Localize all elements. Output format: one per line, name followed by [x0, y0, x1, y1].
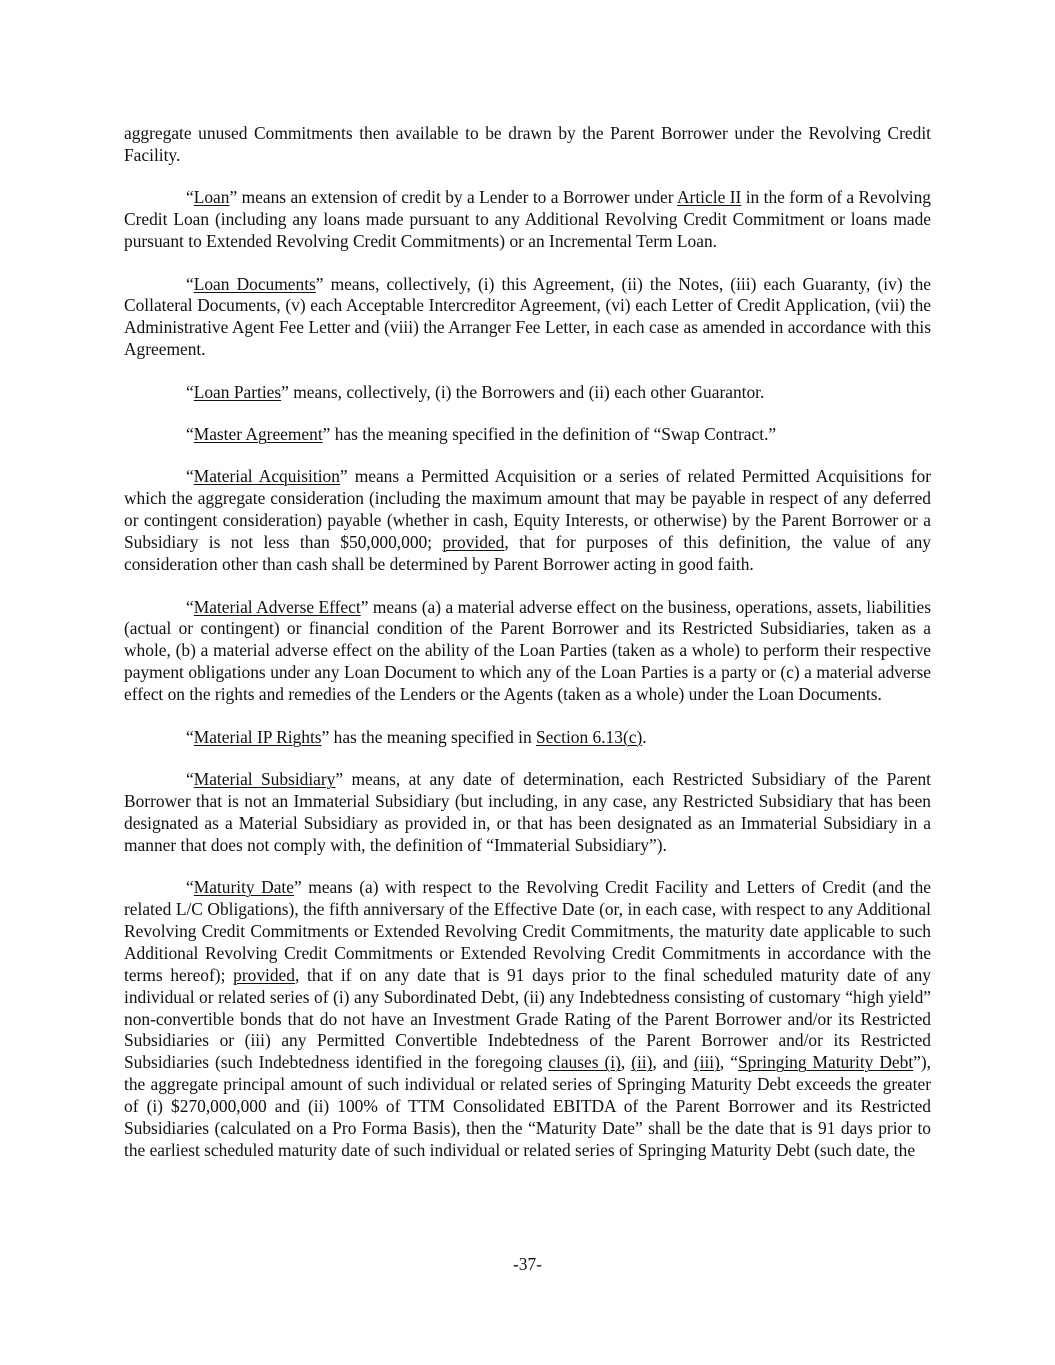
defined-term: Material Subsidiary [193, 768, 336, 789]
defined-term: Material IP Rights [193, 726, 322, 747]
definition-loan: “Loan” means an extension of credit by a Lender to a Borrower under Article II in the form of a Revolving Credit Loan (including any loans made pursuant to any Additional Revolving Credit Commitment or loans made pursuant to Extended Revolving Credit Commitments) or an Incremental Term Loan. [124, 187, 931, 252]
defined-term: Springing Maturity Debt [737, 1052, 914, 1073]
cross-reference: clauses (i) [548, 1052, 621, 1073]
proviso-term: provided [233, 964, 295, 985]
defined-term: Material Adverse Effect [193, 596, 361, 617]
defined-term: Loan [193, 187, 230, 208]
defined-term: Loan Documents [193, 273, 316, 294]
defined-term: Loan Parties [193, 381, 282, 402]
cross-reference: Section 6.13(c) [536, 726, 643, 747]
cross-reference: Article II [677, 187, 742, 208]
defined-term: Material Acquisition [193, 466, 340, 487]
paragraph-continuation: aggregate unused Commitments then available to be drawn by the Parent Borrower under the Revolving Credit Facility. [124, 123, 931, 165]
definition-master-agreement: “Master Agreement” has the meaning specified in the definition of “Swap Contract.” [186, 424, 777, 445]
definition-material-subsidiary: “Material Subsidiary” means, at any date of determination, each Restricted Subsidiary of the Parent Borrower that is not an Immaterial Subsidiary (but including, in any case, any Restricted Subsidiary that has been designated as a Material Subsidiary as provided in, or that has been designated as an Immaterial Subsidiary in a manner that does not comply with, the definition of “Immaterial Subsidiary”). [124, 768, 931, 855]
defined-term: Maturity Date [193, 877, 294, 898]
cross-reference: (ii) [631, 1052, 653, 1073]
definition-material-acquisition: “Material Acquisition” means a Permitted Acquisition or a series of related Permitted Acquisitions for which the aggregate consideration (including the maximum amount that may be payable in respect of any deferred or contingent consideration) payable (whether in cash, Equity Interests, or otherwise) by the Parent Borrower or a Subsidiary is not less than $50,000,000; provided, that for purposes of this definition, the value of any consideration other than cash shall be determined by Parent Borrower acting in good faith. [124, 466, 931, 575]
definition-material-ip-rights: “Material IP Rights” has the meaning specified in Section 6.13(c). [186, 726, 647, 747]
page-number: -37- [513, 1254, 542, 1274]
definition-loan-parties: “Loan Parties” means, collectively, (i) the Borrowers and (ii) each other Guarantor. [186, 381, 765, 402]
definition-material-adverse-effect: “Material Adverse Effect” means (a) a material adverse effect on the business, operations, assets, liabilities (actual or contingent) or financial condition of the Parent Borrower and its Restricted Subsidiaries, taken as a whole, (b) a material adverse effect on the ability of the Loan Parties (taken as a whole) to perform their respective payment obligations under any Loan Document to which any of the Loan Parties is a party or (c) a material adverse effect on the rights and remedies of the Lenders or the Agents (taken as a whole) under the Loan Documents. [124, 596, 932, 705]
document-body [124, 123, 931, 1182]
proviso-term: provided [442, 532, 505, 553]
definition-loan-documents: “Loan Documents” means, collectively, (i) this Agreement, (ii) the Notes, (iii) each Guaranty, (iv) the Collateral Documents, (v) each Acceptable Intercreditor Agreement, (vi) each Letter of Credit Application, (vii) the Administrative Agent Fee Letter and (viii) the Arranger Fee Letter, in each case as amended in accordance with this Agreement. [124, 273, 931, 360]
defined-term: Master Agreement [193, 424, 323, 445]
cross-reference: (iii) [693, 1052, 720, 1073]
definition-maturity-date: “Maturity Date” means (a) with respect to the Revolving Credit Facility and Letters of Credit (and the related L/C Obligations), the fifth anniversary of the Effective Date (or, in each case, with respect to any Additional Revolving Credit Commitments or Extended Revolving Credit Commitments, the maturity date applicable to such Additional Revolving Credit Commitments or Extended Revolving Credit Commitments in accordance with the terms hereof); provided, that if on any date that is 91 days prior to the final scheduled maturity date of any individual or related series of (i) any Subordinated Debt, (ii) any Indebtedness consisting of customary “high yield” non-convertible bonds that do not have an Investment Grade Rating of the Parent Borrower and/or its Restricted Subsidiaries or (iii) any Permitted Convertible Indebtedness of the Parent Borrower and/or its Restricted Subsidiaries (such Indebtedness identified in the foregoing clauses (i), (ii), and (iii), “Springing Maturity Debt”), the aggregate principal amount of such individual or related series of Springing Maturity Debt exceeds the greater of (i) $270,000,000 and (ii) 100% of TTM Consolidated EBITDA of the Parent Borrower and its Restricted Subsidiaries (calculated on a Pro Forma Basis), then the “Maturity Date” shall be the date that is 91 days prior to the earliest scheduled maturity date of such individual or related series of Springing Maturity Debt (such date, the [124, 877, 932, 1160]
